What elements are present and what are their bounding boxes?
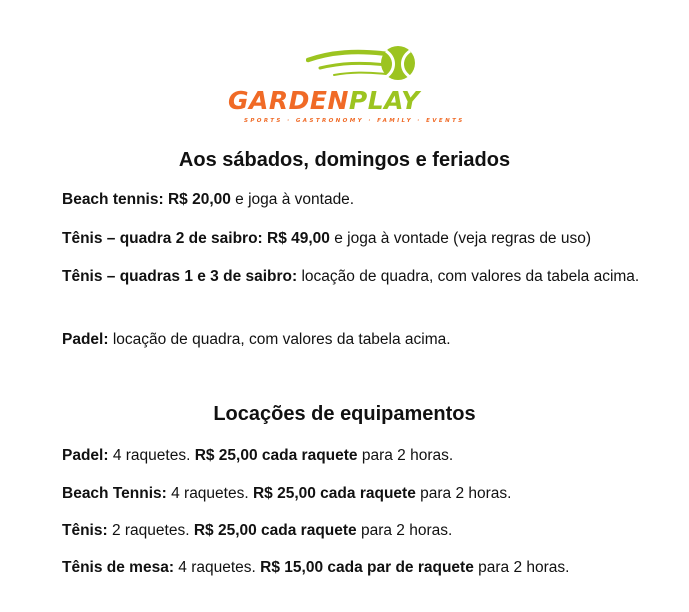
item-label: Padel:: [62, 447, 109, 464]
logo-tagline: SPORTS · GASTRONOMY · FAMILY · EVENTS: [244, 118, 465, 124]
item-price: R$ 15,00 cada par de raquete: [260, 559, 474, 576]
item-text: para 2 horas.: [473, 559, 570, 576]
item-text: e joga à vontade (veja regras de uso): [329, 230, 592, 247]
tennis-courts-1-3-item: [62, 264, 652, 289]
gardenplay-logo: [228, 38, 468, 130]
item-label: Tênis – quadras 1 e 3 de saibro:: [62, 268, 298, 285]
item-label: Tênis – quadra 2 de saibro:: [62, 230, 263, 247]
tennis-court-2-item: [62, 226, 652, 251]
beach-tennis-rental-item: [62, 481, 652, 506]
item-text: locação de quadra, com valores da tabela acima.: [297, 268, 640, 285]
item-price: R$ 49,00: [267, 230, 330, 247]
tennis-rental-item: [62, 518, 652, 543]
item-qty: 4 raquetes.: [166, 485, 253, 502]
item-qty: 4 raquetes.: [108, 447, 195, 464]
item-text: e joga à vontade.: [230, 191, 355, 208]
item-label: Beach Tennis:: [62, 485, 167, 502]
item-qty: 4 raquetes.: [174, 559, 261, 576]
table-tennis-rental-item: [62, 555, 652, 580]
equipment-rental-title: Locações de equipamentos: [213, 403, 476, 425]
item-price: R$ 25,00 cada raquete: [252, 485, 416, 502]
padel-weekend-item: [62, 327, 652, 352]
item-label: Tênis de mesa:: [62, 559, 174, 576]
logo-wordmark: [228, 86, 468, 116]
padel-rental-item: [62, 443, 652, 468]
weekend-section-title: Aos sábados, domingos e feriados: [178, 149, 511, 171]
item-price: R$ 25,00 cada raquete: [193, 522, 357, 539]
item-text: para 2 horas.: [415, 485, 512, 502]
item-text: locação de quadra, com valores da tabela acima.: [108, 331, 451, 348]
logo-wordmark-garden: GARDEN: [228, 86, 349, 115]
item-qty: 2 raquetes.: [107, 522, 194, 539]
beach-tennis-weekend-item: [62, 187, 652, 212]
item-label: Tênis:: [62, 522, 108, 539]
logo-wordmark-play: PLAY: [348, 86, 420, 115]
item-label: Padel:: [62, 331, 109, 348]
item-price: R$ 20,00: [167, 191, 231, 208]
item-text: para 2 horas.: [356, 522, 453, 539]
item-price: R$ 25,00 cada raquete: [194, 447, 358, 464]
item-label: Beach tennis:: [62, 191, 164, 208]
item-text: para 2 horas.: [357, 447, 454, 464]
